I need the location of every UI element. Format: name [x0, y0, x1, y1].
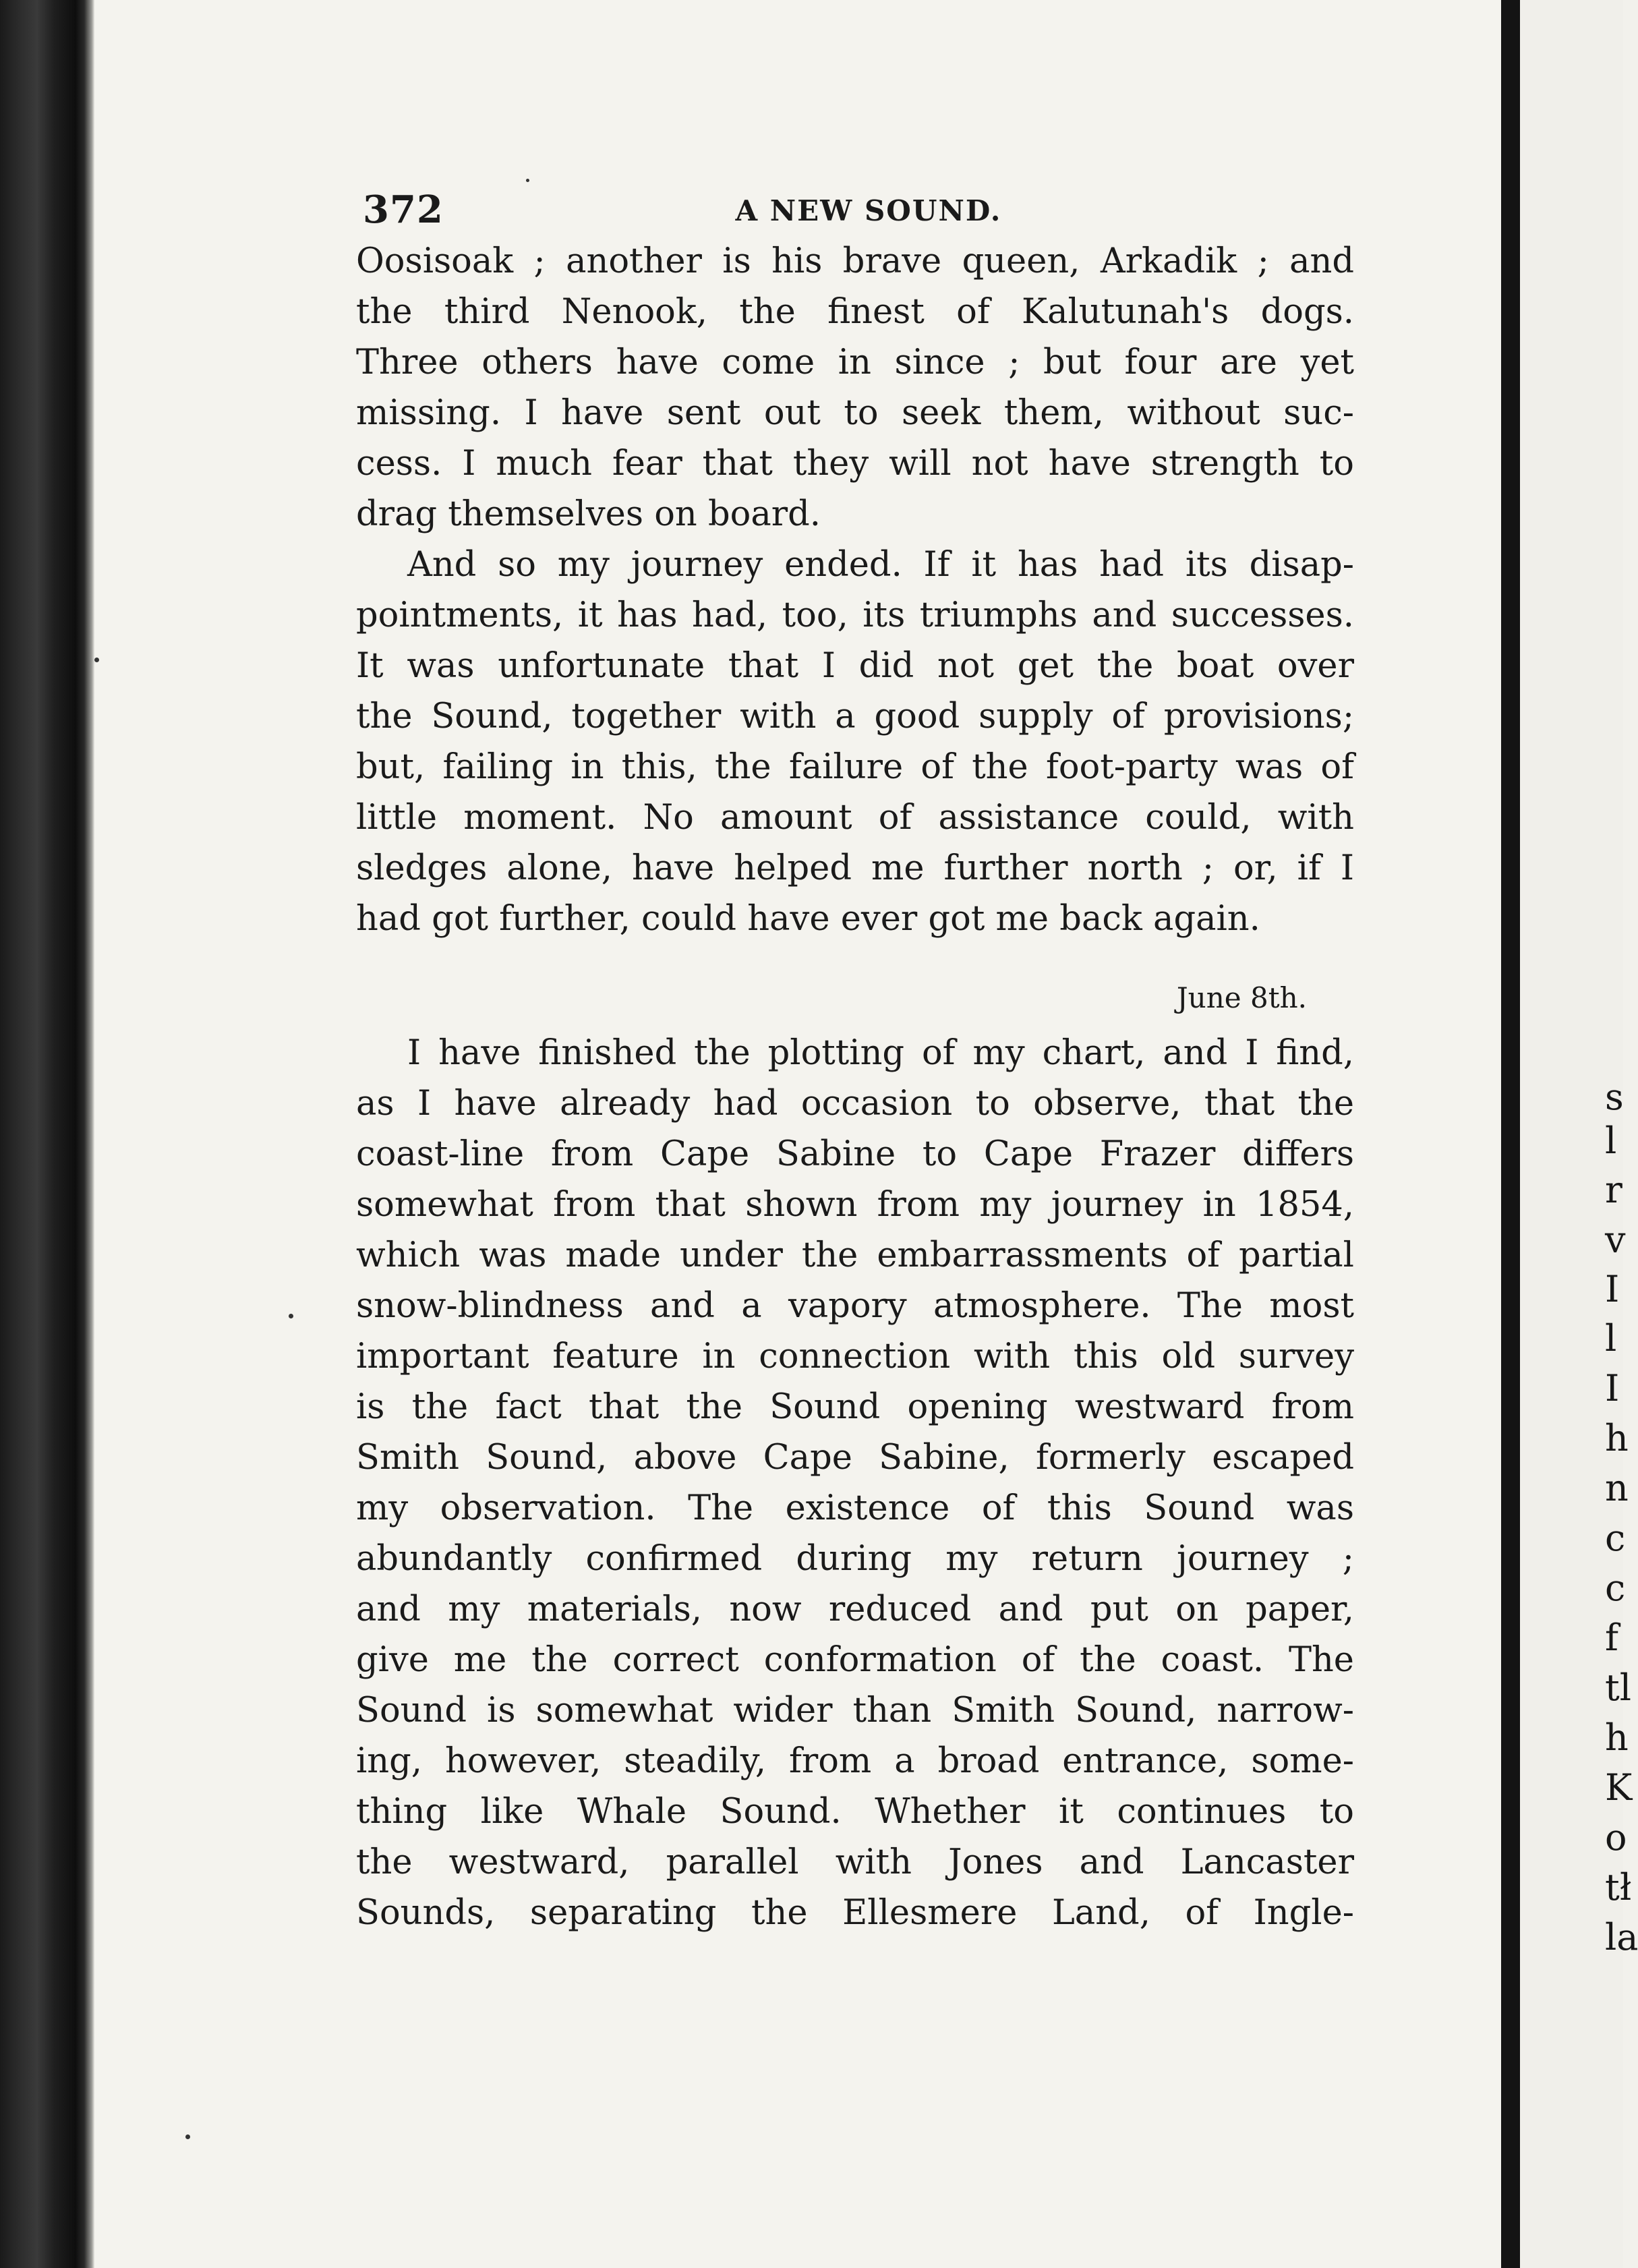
text-line: the Sound, together with a good supply of provisions; — [356, 697, 1354, 736]
text-line: missing. I have sent out to seek them, without suc- — [356, 393, 1354, 433]
text-line: is the fact that the Sound opening westward from — [356, 1387, 1354, 1427]
paragraph-continued — [356, 236, 1354, 540]
facing-page-fragment: l — [1605, 1317, 1617, 1360]
text-line: Sounds, separating the Ellesmere Land, of Ingle- — [356, 1893, 1354, 1933]
page-body — [356, 182, 1354, 1938]
facing-page-fragment: l — [1605, 1120, 1617, 1162]
text-line: my observation. The existence of this Sound was — [356, 1488, 1354, 1528]
text-line: pointments, it has had, too, its triumphs and successes. — [356, 595, 1354, 635]
text-line: coast-line from Cape Sabine to Cape Frazer differs — [356, 1134, 1354, 1174]
facing-page-fragment: tl — [1605, 1666, 1631, 1709]
scan-speck — [526, 179, 529, 182]
page-header — [356, 182, 1354, 236]
text-line: the third Nenook, the finest of Kalutunah's dogs. — [356, 292, 1354, 332]
page-number: 372 — [363, 187, 444, 232]
facing-page-fragment: c — [1605, 1517, 1626, 1559]
text-line: sledges alone, have helped me further north ; or, if I — [356, 848, 1354, 888]
text-line: Smith Sound, above Cape Sabine, formerly escaped — [356, 1438, 1354, 1478]
facing-page-fragment: I — [1605, 1367, 1620, 1409]
facing-page-fragment: c — [1605, 1567, 1626, 1609]
text-line: It was unfortunate that I did not get the boat over — [356, 646, 1354, 686]
text-line: Oosisoak ; another is his brave queen, Arkadik ; and — [356, 241, 1354, 281]
book-binding-shadow — [0, 0, 94, 2268]
facing-page-fragment: h — [1605, 1417, 1629, 1459]
scan-speck — [289, 1314, 293, 1318]
text-line: which was made under the embarrassments of partial — [356, 1235, 1354, 1275]
scan-speck — [94, 658, 99, 662]
page-gutter-shadow — [1501, 0, 1520, 2268]
facing-page-fragment: tł — [1605, 1866, 1632, 1909]
facing-page-fragment: o — [1605, 1816, 1627, 1859]
text-line: abundantly confirmed during my return journey ; — [356, 1539, 1354, 1579]
text-line: but, failing in this, the failure of the foot-party was of — [356, 747, 1354, 787]
text-line: little moment. No amount of assistance could, with — [356, 798, 1354, 838]
text-line: cess. I much fear that they will not have strength to — [356, 444, 1354, 484]
journal-date: June 8th. — [1176, 981, 1307, 1014]
facing-page-fragment: la — [1605, 1916, 1638, 1958]
facing-page-fragment: r — [1605, 1169, 1622, 1211]
paragraph-journey-ended — [356, 540, 1354, 944]
text-line: Three others have come in since ; but four are yet — [356, 343, 1354, 382]
facing-page-fragment: h — [1605, 1716, 1629, 1759]
paragraph-chart — [356, 1028, 1354, 1938]
text-line: important feature in connection with this old survey — [356, 1337, 1354, 1376]
text-line: Sound is somewhat wider than Smith Sound, narrow- — [356, 1691, 1354, 1731]
text-line: And so my journey ended. If it has had its disap- — [407, 545, 1354, 585]
text-line: give me the correct conformation of the coast. The — [356, 1640, 1354, 1680]
text-line: the westward, parallel with Jones and Lancaster — [356, 1842, 1354, 1882]
text-line: ing, however, steadily, from a broad entrance, some- — [356, 1741, 1354, 1781]
facing-page-fragment: s — [1605, 1076, 1624, 1118]
text-line: had got further, could have ever got me back again. — [356, 899, 1260, 939]
text-line: as I have already had occasion to observe, that the — [356, 1084, 1354, 1124]
scan-speck — [185, 2134, 190, 2139]
facing-page-fragment: v — [1605, 1219, 1626, 1261]
facing-page-fragment: n — [1605, 1467, 1629, 1509]
text-line: thing like Whale Sound. Whether it continues to — [356, 1792, 1354, 1832]
facing-page-fragment: f — [1605, 1617, 1618, 1659]
facing-page-fragment: K — [1605, 1766, 1633, 1809]
text-line: and my materials, now reduced and put on paper, — [356, 1590, 1354, 1629]
facing-page-fragment: I — [1605, 1268, 1620, 1310]
text-line: somewhat from that shown from my journey in 1854, — [356, 1185, 1354, 1225]
text-line: drag themselves on board. — [356, 494, 821, 534]
text-line: snow-blindness and a vapory atmosphere. The most — [356, 1286, 1354, 1326]
text-line: I have finished the plotting of my chart, and I find, — [407, 1033, 1354, 1073]
running-head: A NEW SOUND. — [735, 194, 1002, 227]
